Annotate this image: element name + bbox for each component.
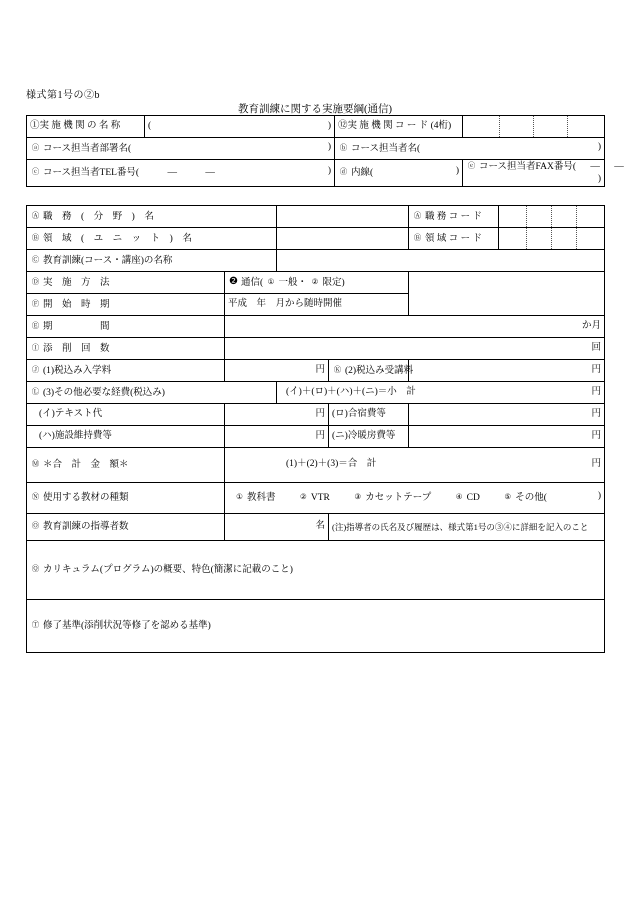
option-2-selected-icon[interactable]: ❷ (229, 275, 238, 287)
institution-name-label: ①実 施 機 関 の 名 称 (27, 116, 145, 138)
lodging-cost-unit: 円 (591, 408, 601, 419)
marker-t-circle-icon: Ⓣ (31, 620, 40, 630)
area-code-label (409, 228, 499, 250)
instructor-count-input[interactable] (225, 514, 329, 541)
correction-count-input[interactable] (225, 338, 605, 360)
start-period-value[interactable]: 平成 年 月から随時開催 (225, 294, 409, 316)
institution-code-field[interactable] (463, 116, 605, 138)
method-prefix: 通信( (241, 277, 264, 288)
code-digit-1[interactable] (466, 116, 500, 137)
hvac-cost-label: (ニ)冷暖房費等 (329, 426, 409, 448)
marker-i-circle-icon: Ⓘ (31, 342, 40, 352)
material-option-2-icon[interactable]: ② (300, 492, 307, 502)
job-field-text: 職 務 ( 分 野 ) 名 (43, 211, 154, 222)
area-code-digit-4[interactable] (577, 228, 601, 249)
tuition-fee-unit: 円 (591, 364, 601, 375)
course-tel-cell[interactable] (27, 160, 335, 187)
course-fax-label: コース担当者FAX番号( (479, 162, 576, 172)
table-row (27, 272, 605, 294)
marker-c-icon: ⓒ (31, 166, 40, 176)
method-options[interactable] (225, 272, 409, 294)
job-code-digit-2[interactable] (527, 206, 552, 227)
table-row (27, 294, 605, 316)
job-code-digit-4[interactable] (577, 206, 601, 227)
area-code-digit-2[interactable] (527, 228, 552, 249)
table-row (27, 483, 605, 514)
course-person-label: コース担当者名( (351, 143, 421, 154)
job-field-input[interactable] (277, 206, 409, 228)
job-code-digit-1[interactable] (502, 206, 527, 227)
facility-cost-unit: 円 (315, 430, 325, 441)
textbook-cost-label: (イ)テキスト代 (27, 404, 225, 426)
method-label (27, 272, 225, 294)
material-option-1-icon[interactable]: ① (236, 492, 243, 502)
area-code-text: 領 域 コ ー ド (425, 233, 483, 244)
other-cost-input[interactable] (277, 382, 605, 404)
instructor-count-label (27, 514, 225, 541)
marker-b-icon: ⓑ (339, 142, 348, 152)
material-type-options[interactable] (225, 483, 605, 514)
table-row (27, 448, 605, 483)
duration-label (27, 316, 225, 338)
course-title-input[interactable] (277, 250, 605, 272)
option-2-label: 限定) (322, 277, 345, 288)
paren-close: ) (327, 141, 331, 152)
marker-a-circle-icon: Ⓐ (413, 210, 422, 220)
fax-dash-2: — (614, 162, 624, 172)
marker-a-circle-icon: Ⓐ (31, 210, 40, 220)
other-cost-text: (3)その他必要な経費(税込み) (43, 387, 165, 398)
marker-k-circle-icon: Ⓚ (333, 364, 342, 374)
paren-open: ( (148, 120, 152, 131)
tel-dash-2: — (205, 167, 215, 178)
instructor-note: (注)指導者の氏名及び履歴は、様式第1号の③④に詳細を記入のこと (329, 514, 605, 541)
tuition-fee-text: (2)税込み受講料 (345, 365, 414, 376)
extension-cell[interactable] (335, 160, 463, 187)
option-1-label: 一般・ (278, 277, 308, 288)
material-option-4-label: CD (466, 493, 480, 504)
table-row (27, 316, 605, 338)
material-option-4-icon[interactable]: ④ (455, 492, 463, 502)
duration-unit: か月 (581, 320, 601, 331)
marker-b-circle-icon: Ⓑ (31, 232, 40, 242)
table-row (27, 206, 605, 228)
marker-d-icon: ⓓ (339, 166, 348, 176)
facility-cost-input[interactable] (225, 426, 329, 448)
marker-e-circle-icon: Ⓔ (31, 320, 40, 330)
entrance-fee-text: (1)税込み入学料 (43, 365, 112, 376)
entrance-fee-label (27, 360, 225, 382)
training-detail-table (26, 205, 605, 653)
paren-close: ) (597, 141, 601, 152)
start-period-spacer (409, 294, 605, 316)
area-code-digit-1[interactable] (502, 228, 527, 249)
material-type-label (27, 483, 225, 514)
completion-criteria-cell[interactable] (27, 600, 605, 653)
other-cost-label (27, 382, 277, 404)
paren-close: ) (455, 165, 459, 176)
table-row (27, 160, 605, 187)
marker-q-circle-icon: Ⓠ (31, 564, 40, 574)
form-number: 様式第1号の②b (26, 90, 100, 101)
method-text: 実 施 方 法 (43, 277, 110, 288)
marker-e-icon: ⓔ (467, 161, 476, 170)
marker-n-circle-icon: Ⓝ (31, 492, 40, 502)
duration-text: 期 間 (43, 321, 110, 332)
marker-j-circle-icon: Ⓙ (31, 364, 40, 374)
table-row (27, 404, 605, 426)
extension-label: 内線( (351, 167, 374, 178)
table-row (27, 116, 605, 138)
marker-d-circle-icon: Ⓓ (31, 276, 40, 286)
curriculum-cell[interactable] (27, 541, 605, 600)
correction-count-text: 添 削 回 数 (43, 343, 110, 354)
material-type-text: 使用する教材の種類 (43, 493, 129, 504)
job-field-label (27, 206, 277, 228)
marker-b-circle-icon: Ⓑ (413, 232, 422, 242)
job-code-digit-3[interactable] (552, 206, 577, 227)
correction-count-label (27, 338, 225, 360)
job-code-input[interactable] (499, 206, 605, 228)
area-code-digit-3[interactable] (552, 228, 577, 249)
completion-criteria-label: 修了基準(添削状況等修了を認める基準) (43, 621, 211, 632)
start-period-text: 開 始 時 期 (43, 299, 110, 310)
hvac-cost-input[interactable] (409, 426, 605, 448)
area-field-text: 領 域 ( ユ ニ ッ ト ) 名 (43, 233, 192, 244)
textbook-cost-unit: 円 (315, 408, 325, 419)
table-row (27, 514, 605, 541)
other-cost-formula: (イ)＋(ロ)＋(ハ)＋(ニ)＝小 計 (286, 386, 416, 397)
start-period-label (27, 294, 225, 316)
fax-dash-1: — (590, 162, 600, 172)
code-digit-3[interactable] (534, 116, 568, 137)
instructor-count-unit: 名 (315, 521, 325, 532)
option-1-icon[interactable]: ① (267, 276, 275, 286)
total-amount-label (27, 448, 225, 483)
job-code-label (409, 206, 499, 228)
marker-f-circle-icon: Ⓕ (31, 298, 40, 308)
total-amount-formula: (1)＋(2)＋(3)＝合 計 (286, 459, 377, 470)
material-option-3-icon[interactable]: ③ (354, 492, 362, 502)
entrance-fee-unit: 円 (315, 364, 325, 375)
tuition-fee-label (329, 360, 414, 382)
job-code-text: 職 務 コ ー ド (425, 211, 483, 222)
marker-m-circle-icon: Ⓜ (31, 459, 40, 469)
correction-count-unit: 回 (591, 342, 601, 353)
course-title-text: 教育訓練(コース・講座)の名称 (43, 255, 173, 266)
instructor-count-text: 教育訓練の指導者数 (43, 522, 129, 533)
paren-close: ) (597, 173, 601, 184)
area-field-label (27, 228, 277, 250)
table-row (27, 138, 605, 160)
entrance-fee-input[interactable] (225, 360, 329, 382)
code-digit-2[interactable] (500, 116, 534, 137)
table-row (27, 541, 605, 600)
institution-code-label: ⑫実 施 機 関 コ ー ド (4桁) (335, 116, 463, 138)
option-2-icon[interactable]: ② (311, 276, 319, 286)
method-spacer (409, 272, 605, 294)
course-title-label (27, 250, 277, 272)
textbook-cost-input[interactable] (225, 404, 329, 426)
area-code-input[interactable] (499, 228, 605, 250)
material-option-1-label: 教科書 (247, 493, 276, 504)
duration-input[interactable] (225, 316, 605, 338)
marker-l-circle-icon: Ⓛ (31, 386, 40, 396)
table-row (27, 426, 605, 448)
hvac-cost-unit: 円 (591, 430, 601, 441)
table-row (27, 338, 605, 360)
marker-c-circle-icon: Ⓒ (31, 254, 40, 264)
table-row (27, 600, 605, 653)
area-field-input[interactable] (277, 228, 409, 250)
table-row (27, 382, 605, 404)
material-option-2-label: VTR (310, 493, 330, 504)
paren-close: ) (327, 165, 331, 176)
total-amount-text: ＊合 計 金 額＊ (43, 460, 129, 471)
table-row (27, 228, 605, 250)
material-option-3-label: カセットテープ (365, 493, 432, 504)
material-option-5-icon[interactable]: ⑤ (504, 492, 512, 502)
material-option-5-label: その他( (515, 493, 547, 504)
institution-table (26, 115, 624, 187)
tuition-fee-input[interactable] (409, 360, 605, 382)
course-dept-cell[interactable] (27, 138, 335, 160)
document-title: 教育訓練に関する実施要綱(通信) (238, 104, 392, 115)
total-amount-input[interactable] (225, 448, 605, 483)
lodging-cost-label: (ロ)合宿費等 (329, 404, 409, 426)
code-digit-4[interactable] (568, 116, 601, 137)
table-row (27, 360, 605, 382)
course-tel-label: コース担当者TEL番号( (43, 167, 140, 178)
other-cost-unit: 円 (591, 386, 601, 397)
marker-o-circle-icon: Ⓞ (31, 521, 40, 531)
table-row (27, 250, 605, 272)
course-dept-label: コース担当者部署名( (43, 143, 132, 154)
marker-a-icon: ⓐ (31, 142, 40, 152)
material-option-5-close: ) (597, 491, 601, 502)
course-fax-cell[interactable] (463, 160, 624, 187)
curriculum-label: カリキュラム(プログラム)の概要、特色(簡潔に記載のこと) (43, 565, 293, 576)
course-person-cell[interactable] (335, 138, 605, 160)
tel-dash-1: — (167, 167, 177, 178)
total-amount-unit: 円 (591, 459, 601, 470)
institution-name-field[interactable] (145, 116, 335, 138)
lodging-cost-input[interactable] (409, 404, 605, 426)
paren-close: ) (327, 120, 331, 131)
facility-cost-label: (ハ)施設維持費等 (27, 426, 225, 448)
